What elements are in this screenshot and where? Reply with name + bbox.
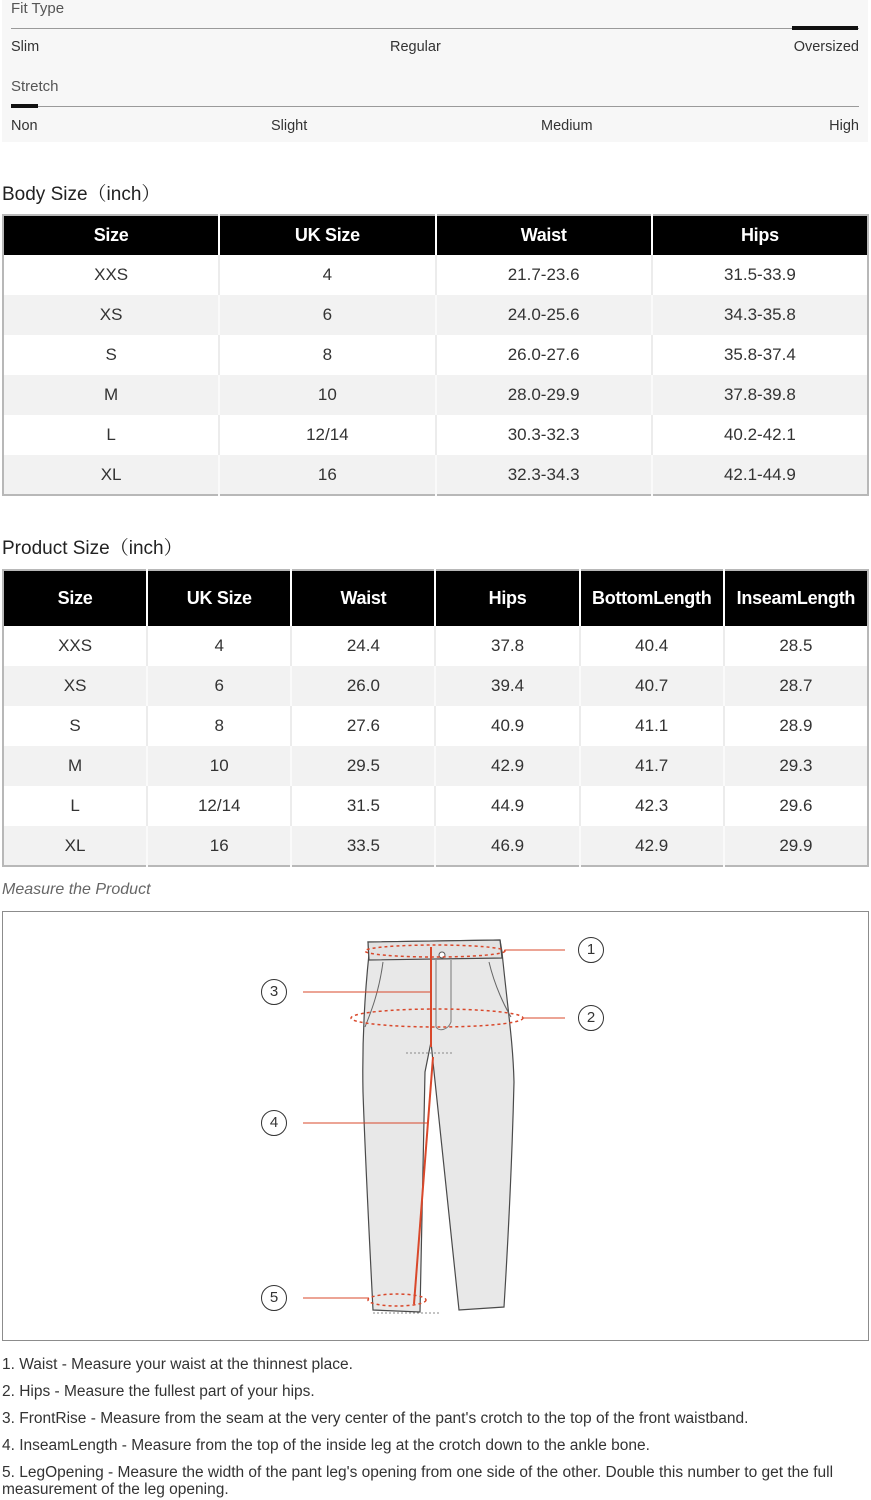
cell-size: S xyxy=(69,716,81,735)
cell-inseam-length: 29.3 xyxy=(724,746,868,786)
cell-waist: 27.6 xyxy=(291,706,435,746)
fit-type-label-regular: Regular xyxy=(390,39,441,55)
cell-inseam-length: 29.6 xyxy=(724,786,868,826)
cell-size: L xyxy=(106,425,116,444)
pants-illustration xyxy=(3,912,870,1342)
stretch-selected-marker xyxy=(11,104,38,108)
cell-hips: 35.8-37.4 xyxy=(652,335,868,375)
cell-inseam-length: 29.9 xyxy=(724,826,868,866)
header-uk-size: UK Size xyxy=(219,215,435,255)
cell-uk-size: 12/14 xyxy=(219,415,435,455)
fit-type-scale xyxy=(11,28,859,29)
table-row xyxy=(3,335,868,375)
cell-bottom-length: 42.9 xyxy=(580,826,724,866)
cell-uk-size: 16 xyxy=(219,455,435,495)
cell-hips: 37.8-39.8 xyxy=(652,375,868,415)
fit-type-label-oversized: Oversized xyxy=(793,39,859,55)
cell-waist: 24.0-25.6 xyxy=(436,295,652,335)
body-size-table xyxy=(2,214,869,496)
instruction-hips: 2. Hips - Measure the fullest part of your hips. xyxy=(2,1383,315,1400)
cell-inseam-length: 28.5 xyxy=(724,626,868,666)
cell-bottom-length: 40.7 xyxy=(580,666,724,706)
cell-bottom-length: 40.4 xyxy=(580,626,724,666)
cell-bottom-length: 41.1 xyxy=(580,706,724,746)
cell-waist: 21.7-23.6 xyxy=(436,255,652,295)
table-row xyxy=(3,295,868,335)
fit-type-label-slim: Slim xyxy=(11,39,40,55)
cell-uk-size: 10 xyxy=(219,375,435,415)
table-row xyxy=(3,746,868,786)
cell-inseam-length: 28.7 xyxy=(724,666,868,706)
cell-hips: 39.4 xyxy=(435,666,579,706)
cell-waist: 32.3-34.3 xyxy=(436,455,652,495)
cell-bottom-length: 41.7 xyxy=(580,746,724,786)
instruction-waist: 1. Waist - Measure your waist at the thinnest place. xyxy=(2,1356,353,1373)
cell-waist: 24.4 xyxy=(291,626,435,666)
product-size-header-row xyxy=(3,570,868,626)
cell-uk-size: 8 xyxy=(147,706,291,746)
cell-hips: 42.9 xyxy=(435,746,579,786)
cell-inseam-length: 28.9 xyxy=(724,706,868,746)
marker-3-icon: 3 xyxy=(261,979,287,1005)
product-size-title: Product Size（inch） xyxy=(2,538,183,559)
stretch-label-slight: Slight xyxy=(271,118,308,134)
header-bottom-length: BottomLength xyxy=(580,570,724,626)
cell-hips: 34.3-35.8 xyxy=(652,295,868,335)
cell-hips: 46.9 xyxy=(435,826,579,866)
cell-hips: 44.9 xyxy=(435,786,579,826)
cell-size: XXS xyxy=(94,265,129,284)
header-uk-size: UK Size xyxy=(147,570,291,626)
cell-size: XS xyxy=(3,295,219,335)
cell-hips: 40.9 xyxy=(435,706,579,746)
header-hips: Hips xyxy=(652,215,868,255)
instruction-leg-opening: 5. LegOpening - Measure the width of the pant leg's opening from one side of the other. Double this number to get the full measurement of the leg opening. xyxy=(2,1464,834,1498)
table-row xyxy=(3,666,868,706)
cell-uk-size: 4 xyxy=(219,255,435,295)
table-row xyxy=(3,415,868,455)
cell-uk-size: 4 xyxy=(147,626,291,666)
table-row xyxy=(3,375,868,415)
measure-instructions xyxy=(2,1356,864,1500)
product-size-table xyxy=(2,569,869,867)
body-size-header-row xyxy=(3,215,868,255)
cell-bottom-length: 42.3 xyxy=(580,786,724,826)
cell-hips: 31.5-33.9 xyxy=(652,255,868,295)
fit-type-selected-marker xyxy=(792,26,858,30)
cell-hips: 40.2-42.1 xyxy=(652,415,868,455)
marker-1-icon: 1 xyxy=(578,937,604,963)
cell-hips: 37.8 xyxy=(435,626,579,666)
cell-size: S xyxy=(105,345,117,364)
cell-size: XXS xyxy=(58,636,93,655)
stretch-label-non: Non xyxy=(11,118,38,134)
cell-waist: 28.0-29.9 xyxy=(436,375,652,415)
stretch-scale xyxy=(11,106,859,107)
cell-waist: 31.5 xyxy=(291,786,435,826)
header-hips: Hips xyxy=(435,570,579,626)
marker-2-icon: 2 xyxy=(578,1005,604,1031)
header-inseam-length: InseamLength xyxy=(724,570,868,626)
header-waist: Waist xyxy=(291,570,435,626)
cell-waist: 26.0 xyxy=(291,666,435,706)
cell-waist: 29.5 xyxy=(291,746,435,786)
table-row xyxy=(3,706,868,746)
table-row xyxy=(3,826,868,866)
cell-size: XL xyxy=(3,826,147,866)
cell-waist: 30.3-32.3 xyxy=(436,415,652,455)
stretch-label-medium: Medium xyxy=(541,118,593,134)
cell-waist: 33.5 xyxy=(291,826,435,866)
table-row xyxy=(3,455,868,495)
marker-5-icon: 5 xyxy=(261,1285,287,1311)
stretch-title: Stretch xyxy=(11,78,59,95)
cell-uk-size: 6 xyxy=(219,295,435,335)
cell-size: M xyxy=(3,375,219,415)
cell-waist: 26.0-27.6 xyxy=(436,335,652,375)
cell-size: XL xyxy=(3,455,219,495)
cell-size: L xyxy=(70,796,80,815)
cell-uk-size: 10 xyxy=(147,746,291,786)
header-waist: Waist xyxy=(436,215,652,255)
cell-uk-size: 6 xyxy=(147,666,291,706)
cell-uk-size: 12/14 xyxy=(147,786,291,826)
table-row xyxy=(3,786,868,826)
instruction-front-rise: 3. FrontRise - Measure from the seam at the very center of the pant's crotch to the top of the front waistband. xyxy=(2,1410,749,1427)
header-size: Size xyxy=(3,215,219,255)
stretch-label-high: High xyxy=(829,118,859,134)
fit-stretch-panel xyxy=(2,0,868,142)
measure-diagram xyxy=(2,911,869,1341)
measure-caption: Measure the Product xyxy=(2,881,151,898)
fit-type-title: Fit Type xyxy=(11,0,65,17)
table-row xyxy=(3,255,868,295)
header-size: Size xyxy=(3,570,147,626)
pants-outline xyxy=(363,940,514,1312)
cell-uk-size: 8 xyxy=(219,335,435,375)
cell-uk-size: 16 xyxy=(147,826,291,866)
cell-hips: 42.1-44.9 xyxy=(652,455,868,495)
cell-size: M xyxy=(3,746,147,786)
marker-4-icon: 4 xyxy=(261,1110,287,1136)
instruction-inseam-length: 4. InseamLength - Measure from the top of the inside leg at the crotch down to the ankle bone. xyxy=(2,1437,650,1454)
cell-size: XS xyxy=(3,666,147,706)
table-row xyxy=(3,626,868,666)
body-size-title: Body Size（inch） xyxy=(2,184,161,205)
